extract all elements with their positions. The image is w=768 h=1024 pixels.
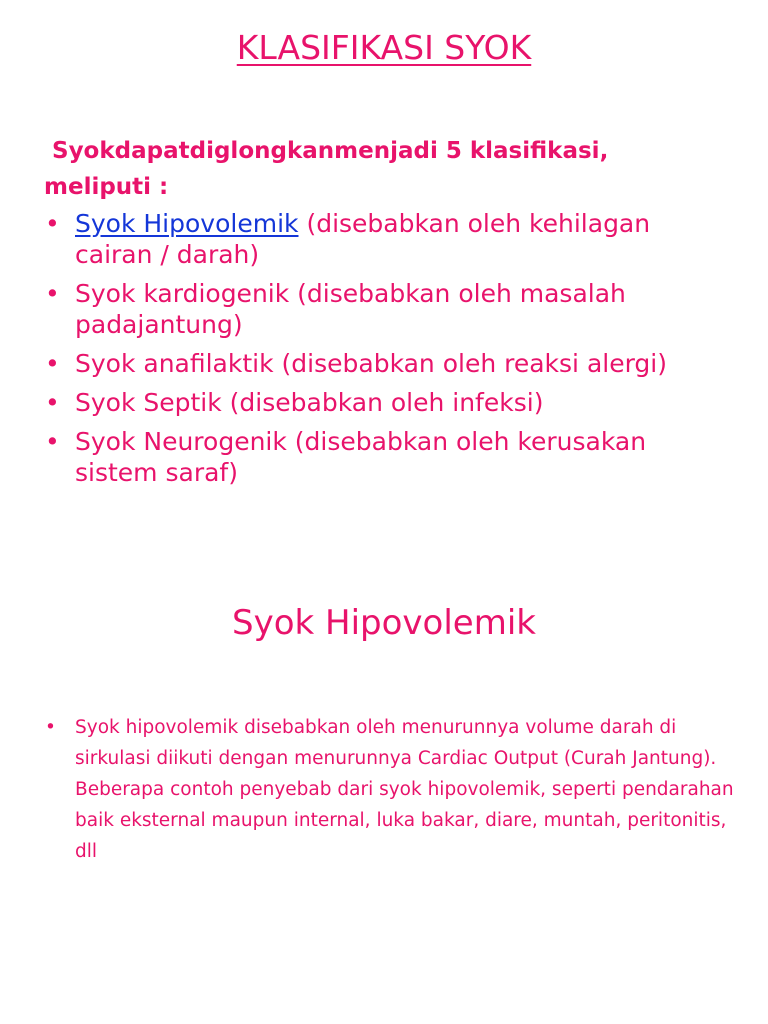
intro-text	[44, 133, 744, 205]
description-paragraph: • Syok hipovolemik disebabkan oleh menurunnya volume darah di sirkulasi diikuti dengan menurunnya Cardiac Output (Curah Jantung). Beberapa contoh penyebab dari syok hipovolemik, seperti pendarahan baik eksternal maupun internal, luka bakar, diare, muntah, peritonitis, dll	[44, 712, 734, 867]
klasifikasi-title	[0, 26, 768, 70]
list-item-text: (disebabkan oleh kehilagan cairan / darah)	[75, 209, 651, 269]
list-item-text: Syok kardiogenik (disebabkan oleh masalah padajantung)	[75, 279, 626, 339]
klasifikasi-title-text: KLASIFIKASI SYOK	[236, 28, 532, 67]
list-item-kardiogenik	[44, 278, 734, 340]
list-item-text: Syok Neurogenik (disebabkan oleh kerusakan sistem saraf)	[75, 427, 647, 487]
list-item-hipovolemik	[44, 208, 734, 270]
intro-line-2: meliputi :	[44, 174, 169, 200]
list-item-text: Syok anafilaktik (disebabkan oleh reaksi alergi)	[75, 349, 668, 378]
hipovolemik-title: Syok Hipovolemik	[232, 603, 536, 643]
list-item-septik	[44, 387, 734, 418]
list-item-neurogenik	[44, 426, 734, 488]
hipovolemik-link[interactable]: Syok Hipovolemik	[75, 209, 299, 238]
intro-line-1: Syokdapatdiglongkanmenjadi 5 klasifikasi,	[52, 138, 609, 164]
shock-classification-list	[44, 208, 734, 496]
list-item-anafilaktik	[44, 348, 734, 379]
hipovolemik-description	[44, 712, 734, 867]
list-item-text: Syok Septik (disebabkan oleh infeksi)	[75, 388, 544, 417]
